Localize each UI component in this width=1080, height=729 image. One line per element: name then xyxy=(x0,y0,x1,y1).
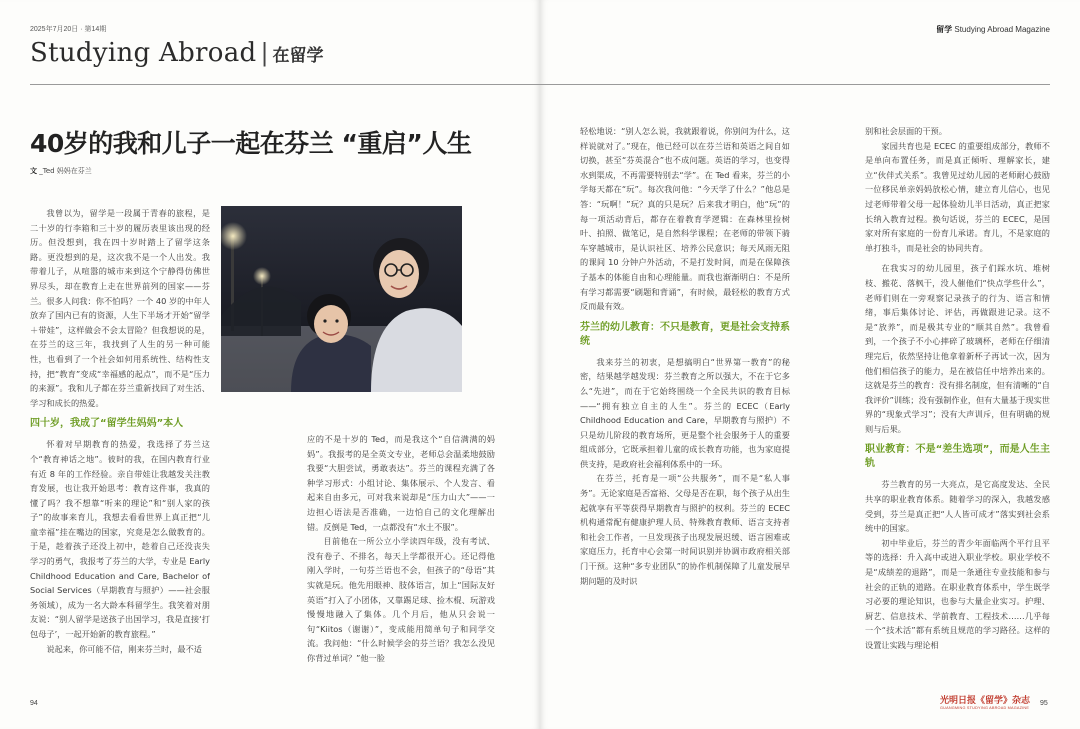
paragraph: 在我实习的幼儿园里，孩子们踩水坑、堆树枝、搬花、落枫干，没人催他们“快点学些什么”，老师们则在一旁观察记录孩子的行为、语言和情绪，事后集体讨论、评估，再做跟进记录。这不是“放养”，而是极其专业的“顺其自然”。我曾看到，一个孩子不小心摔碎了玻璃杯，老师在仔细清理完后，依然坚持让他拿着新杯子再试一次，因为他们相信孩子的能力，是在被信任中培养出来的。这就是芬兰的教育：没有排名制度，但有清晰的“自我评价”训练；没有强制作业，但有大量基于现实世界的“现象式学习”；没有大声训斥，但有明确的规则与后果。 xyxy=(865,263,1050,434)
byline-author: _Ted 妈妈在芬兰 xyxy=(39,167,92,175)
magazine-logo-subtitle: GUANGMING STUDYING ABROAD MAGAZINE xyxy=(940,706,1030,710)
page-number-left: 94 xyxy=(30,700,38,707)
article-column-2 xyxy=(307,432,495,688)
header-rule xyxy=(540,84,1050,85)
masthead xyxy=(30,38,324,68)
paragraph: 轻松地说：“别人怎么说，我就跟着说，你别问为什么，这样说就对了。”现在，他已经可以在芬兰语和英语之间自如切换，甚至“芬英混合”也不成问题。英语的学习，也变得水到渠成，不再需要特别去“学”。在 Ted 看来，芬兰的小学每天都在“玩”。每次我问他：“今天学了什么？”他总是答：“玩啊！”玩？真的只是玩？后来我才明白，他“玩”的每一项活动背后，都存在着教育学逻辑：在森林里捡树叶、拍照、做笔记，是自然科学课程；在老师的带领下骑车穿越城市，是认识社区、培养公民意识；每天风雨无阻的课间 10 分钟户外活动，不是打发时间，而是在保障孩子基本的体能自由和心理能量。而我也渐渐明白：不是所有学习都需要“刷题和背诵”，有时候，最轻松的教育方式反而最有效。 xyxy=(580,126,790,312)
masthead-separator: | xyxy=(260,39,269,67)
masthead-title-en: Studying Abroad xyxy=(30,38,257,68)
mother-son-illustration xyxy=(221,206,462,392)
section-heading-1: 四十岁，我成了“留学生妈妈”本人 xyxy=(30,418,184,430)
magazine-logo: 光明日报《留学》杂志 xyxy=(940,696,1031,706)
paragraph: 怀着对早期教育的热爱，我选择了芬兰这个“教育神话之地”。彼时的我，在国内教育行业有近 8 年的工作经验。亲自带娃让我越发关注教育发展，也让我开始思考：教育这件事，我真的懂了吗？我不想靠“听来的理论”和“别人家的孩子”的故事来育儿，我想去看看世界上真正把“儿童幸福”挂在嘴边的国家，究竟是怎么做教育的。于是，趁着孩子还没上初中，趁着自己还没丧失学习的勇气，我报考了芬兰的大学，专业是 Early Childhood Education and Care, Bachelor of Social Services（早期教育与照护）——社会服务领域），成为一名大龄本科留学生。我笑着对朋友说：“别人留学是送孩子出国学习，我是直接‘打包母子’，一起开始新的教育旅程。” xyxy=(30,439,210,640)
magazine-title: Studying Abroad Magazine xyxy=(954,25,1050,34)
article-title: 40岁的我和儿子一起在芬兰 “重启”人生 xyxy=(30,129,472,158)
paragraph: 别和社会层面的干预。 xyxy=(865,126,947,136)
header-rule xyxy=(30,84,540,85)
issue-date: 2025年7月20日 · 第14期 xyxy=(30,26,107,33)
paragraph: 说起来，你可能不信，刚来芬兰时，最不适 xyxy=(46,643,202,654)
paragraph: 芬兰教育的另一大亮点，是它高度发达、全民共享的职业教育体系。随着学习的深入，我越发感受到，芬兰是真正把“人人皆可成才”落实到社会系统中的国家。 xyxy=(865,479,1050,534)
paragraph: 家园共育也是 ECEC 的重要组成部分，教师不是单向布置任务，而是真正倾听、理解家长，建立“伙伴式关系”。我曾见过幼儿园的老师耐心鼓励一位移民单亲妈妈放松心情，建立育儿信心，也见过老师带着父母一起体验幼儿半日活动，真正把家长纳入教育过程。换句话说，芬兰的 ECEC，是国家对所有家庭的一份育儿承诺。育儿，不是家庭的单打独斗，而是社会的协同共育。 xyxy=(865,140,1050,253)
paragraph: 我曾以为，留学是一段属于青春的旅程，是二十岁的行李箱和三十岁的履历表里该出现的经历。但没想到，我在四十岁时踏上了留学这条路。更没想到的是，这次我不是一个人出发。我带着儿子，从喧嚣的城市来到这个宁静得仿佛世界尽头，却在教育上走在世界前列的国家——芬兰。很多人问我：你不怕吗？一个 40 岁的中年人放弃了国内已有的资源，人生下半场才开始“留学＋带娃”，这样做会不会太冒险？但我想说的是，在芬兰的这三年，我找到了人生的另一种可能性，也看到了一个社会如何用系统性、结构性支持，把“教育”变成“幸福感的起点”，而不是“压力的来源”。我和儿子都在芬兰重新找回了对生活、学习和成长的热爱。 xyxy=(30,208,210,408)
mother-son-photo xyxy=(221,206,462,392)
article-column-4 xyxy=(865,124,1050,686)
article-column-1 xyxy=(30,206,210,686)
magazine-mark: 留学 xyxy=(936,25,953,34)
magazine-name xyxy=(936,24,1050,35)
section-heading-3: 职业教育：不是“差生选项”，而是人生主轨 xyxy=(865,444,1050,470)
paragraph: 在芬兰，托育是一项“公共服务”，而不是“私人事务”。无论家庭是否富裕、父母是否在职，每个孩子从出生起就享有平等获得早期教育与照护的权利。芬兰的 ECEC 机构通常配有健康护理人员、特殊教育教师、语言支持者和社会工作者，一旦发现孩子出现发展迟缓、语言困难或家庭压力，托育中心会第一时间识别并协调市政府相关部门干预。这种“多专业团队”的协作机制保障了儿童发展早期问题的及时识 xyxy=(580,473,790,586)
section-heading-2: 芬兰的幼儿教育：不只是教育，更是社会支持系统 xyxy=(580,321,790,347)
paragraph: 我来芬兰的初衷，是想搞明白“世界第一教育”的秘密，结果越学越发现：芬兰教育之所以强大，不在于它多么“先进”，而在于它始终围绕一个全民共识的教育目标——“拥有独立自主的人生”。芬兰的 ECEC（Early Childhood Education and Care，早期教育与照护）不只是幼儿阶段的教育场所，更是整个社会服务于人的重要组成部分，它既承担着儿童的成长教育功能，也为家庭提供支持，是政府社会福利体系中的一环。 xyxy=(580,356,790,469)
article-column-3 xyxy=(580,124,790,686)
paragraph: 初中毕业后，芬兰的青少年面临两个平行且平等的选择：升入高中或进入职业学校。职业学校不是“成绩差的退路”，而是一条通往专业技能和参与社会的正轨的道路。在职业教育体系中，学生既学习必要的理论知识，也参与大量企业实习。护理、厨艺、信息技术、学前教育、工程技术……几乎每一个“技术活”都有系统且规范的学习路径。这样的设置让实践与理论相 xyxy=(865,537,1050,650)
byline-label: 文 xyxy=(30,167,37,175)
paragraph: 应的不是十岁的 Ted，而是我这个“自信满满的妈妈”。我报考的是全英文专业，老师总会温柔地鼓励我要“大胆尝试，勇敢表达”。芬兰的课程充满了各种学习形式：小组讨论、集体展示、个人发言、看起来自由多元，可对我来说却是“压力山大”——一边担心语法是否准确，一边怕自己的文化理解出错。反倒是 Ted，一点都没有“水土不服”。 xyxy=(307,434,495,532)
byline xyxy=(30,166,92,176)
page-number-right: 95 xyxy=(1040,700,1048,707)
paragraph: 目前他在一所公立小学读四年级，没有考试、没有卷子、不排名，每天上学都很开心。还记得他刚入学时，一句芬兰语也不会，但孩子的“母语”其实就是玩。他先用眼神、肢体语言，加上“国际友好英语”打入了小团体，又靠踢足球、捡木棍、玩游戏慢慢地融入了集体。几个月后，他从只会说一句“Kiitos（谢谢）”，变成能用简单句子和同学交流。我问他：“什么时候学会的芬兰语？我怎么没见你背过单词？”他一脸 xyxy=(307,536,495,663)
right-page xyxy=(540,0,1080,729)
masthead-title-zh: 在留学 xyxy=(272,46,324,66)
